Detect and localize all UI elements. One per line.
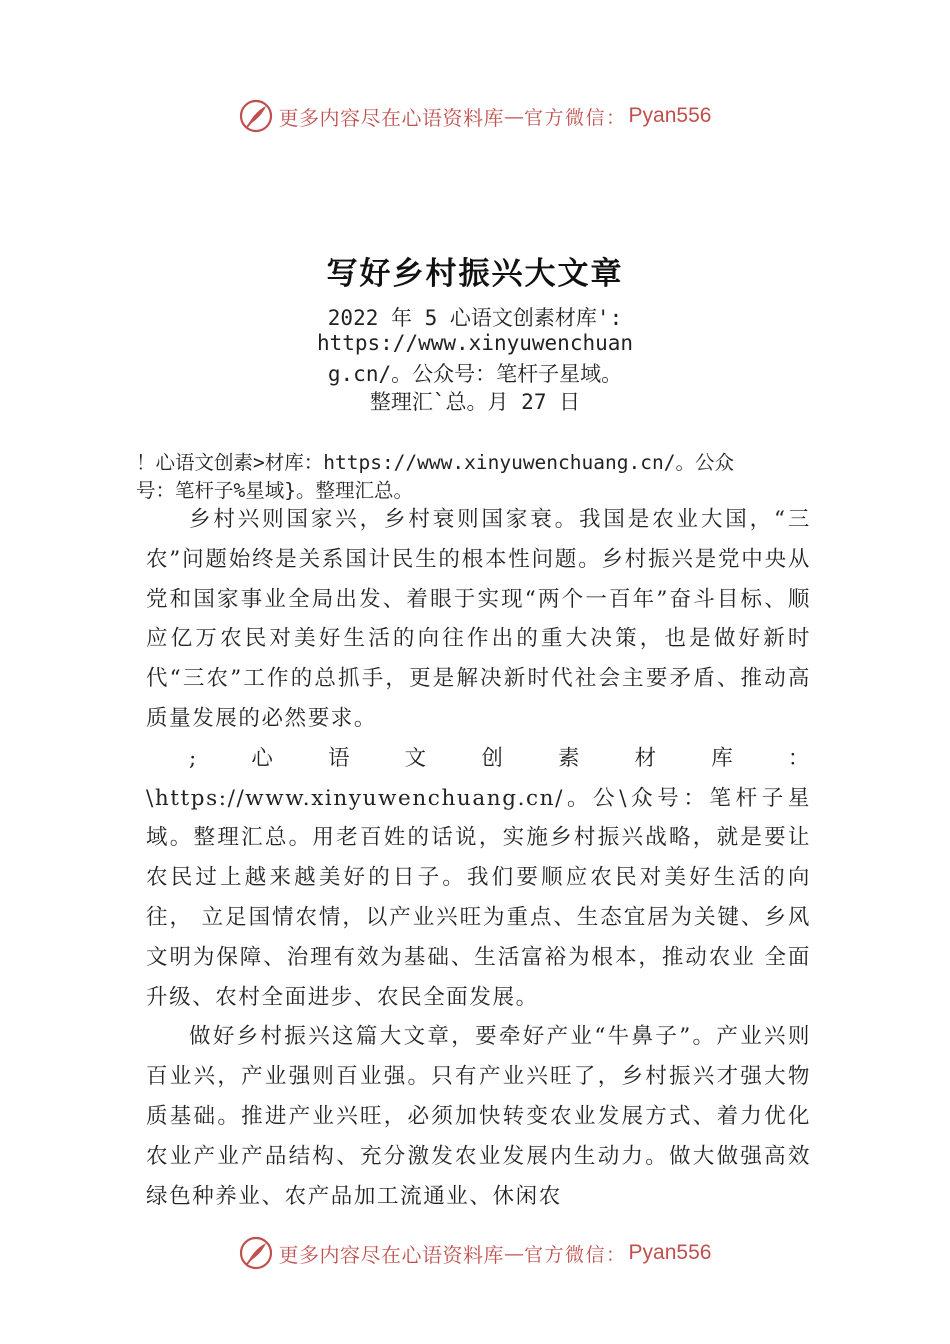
header-banner xyxy=(0,96,950,136)
feather-pen-logo-icon xyxy=(239,99,273,133)
watermark-line: 号：笔杆子%星域}。整理汇总。 xyxy=(136,479,413,502)
banner-wechat-label: 官方微信： xyxy=(524,106,627,129)
footer-banner xyxy=(0,1233,950,1273)
banner-text: 更多内容尽在心语资料库 xyxy=(278,1242,505,1267)
feather-pen-logo-icon xyxy=(239,1236,273,1270)
article-body xyxy=(146,500,811,1216)
banner-wechat-label: 官方微信： xyxy=(524,1243,627,1266)
meta-line: g.cn/。公众号：笔杆子星域。 xyxy=(327,362,623,386)
watermark-line: ！心语文创素>材库：https://www.xinyuwenchuang.cn/。公众 xyxy=(136,451,734,474)
banner-separator: — xyxy=(504,104,525,128)
banner-text: 更多内容尽在心语资料库 xyxy=(278,105,505,130)
paragraph: 做好乡村振兴这篇大文章，要牵好产业“牛鼻子”。产业兴则百业兴，产业强则百业强。只有产业兴旺了，乡村振兴才强大物质基础。推进产业兴旺，必须加快转变农业发展方式、着力优化农业产业产品结构、充分激发农业发展内生动力。做大做强高效绿色种养业、农产品加工流通业、休闲农 xyxy=(146,1024,811,1209)
meta-line: 2022 年 5 心语文创素材库': xyxy=(327,306,623,330)
meta-line: 整理汇`总。月 27 日 xyxy=(369,390,581,414)
paragraph: ;心语文创素材库：\https://www.xinyuwenchuang.cn/。公\众号：笔杆子星域。整理汇总。用老百姓的话说，实施乡村振兴战略，就是要让农民过上越来越美好的日子。我们要顺应农民对美好生活的向往， 立足国情农情，以产业兴旺为重点、生态宜居为关键、乡风 文明为保障、治理有效为基础、生活富裕为根本，推动农业 全面升级、农村全面进步、农民全面发展。 xyxy=(146,745,811,1010)
banner-separator: — xyxy=(504,1241,525,1265)
banner-wechat-id: Pyan556 xyxy=(628,104,712,127)
paragraph: 乡村兴则国家兴，乡村衰则国家衰。我国是农业大国，“三农”问题始终是关系国计民生的根本性问题。乡村振兴是党中央从党和国家事业全局出发、着眼于实现“两个一百年”奋斗目标、顺应亿万农民对美好生活的向往作出的重大决策，也是做好新时代“三农”工作的总抓手，更是解决新时代社会主要矛盾、推动高质量发展的必然要求。 xyxy=(146,507,811,731)
banner-wechat-id: Pyan556 xyxy=(628,1241,712,1264)
page-title: 写好乡村振兴大文章 xyxy=(326,256,624,292)
meta-line: https://www.xinyuwenchuan xyxy=(316,331,634,355)
